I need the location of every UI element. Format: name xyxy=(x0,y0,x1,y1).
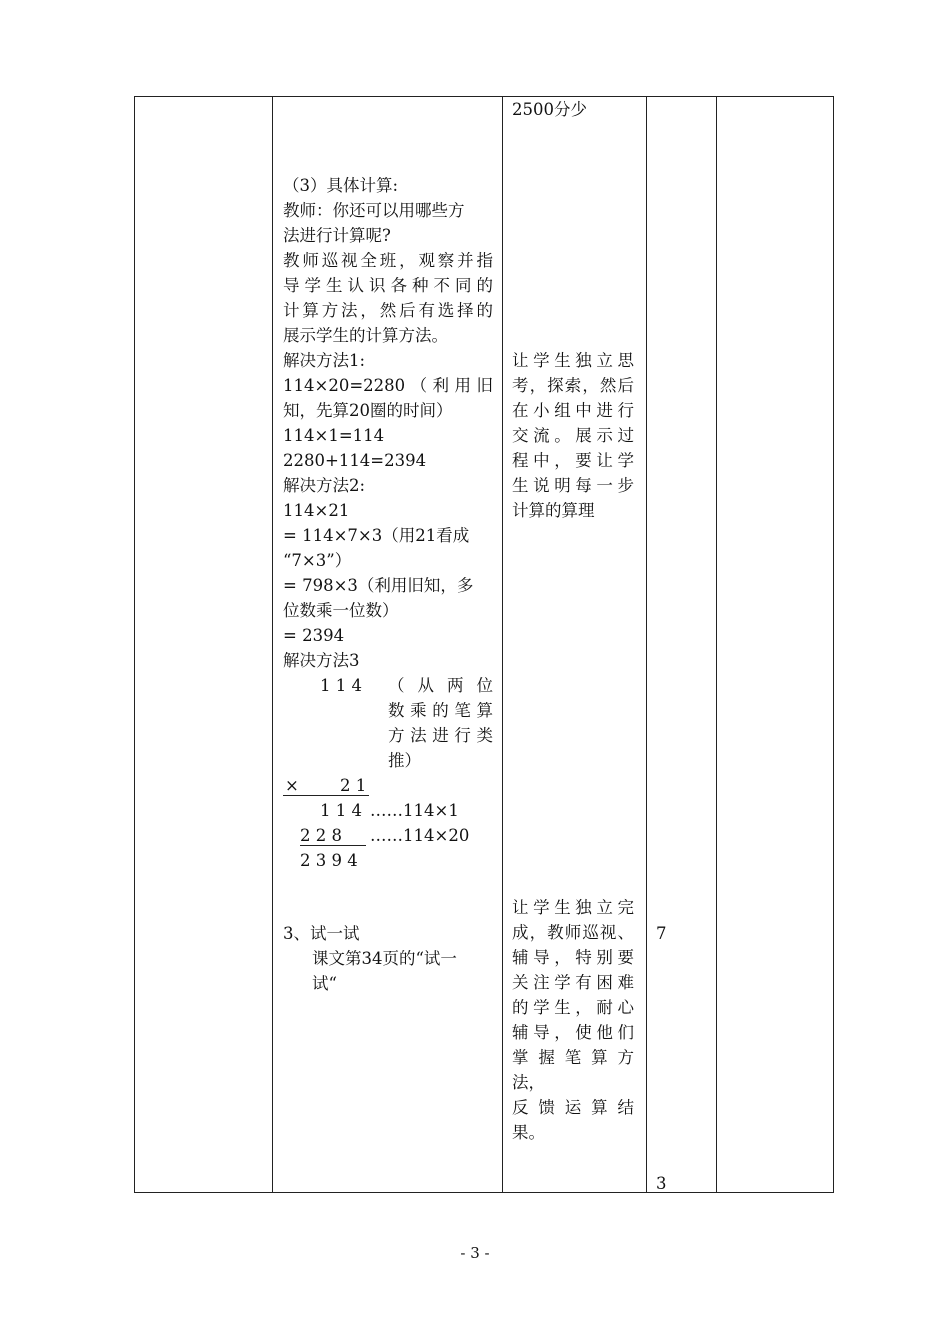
method2-line: = 114×7×3（用21看成 xyxy=(283,526,470,545)
column-divider xyxy=(716,96,717,1193)
intent-line: 掌握笔算方 xyxy=(512,1048,634,1067)
method3-note-line: （从两位 xyxy=(388,676,493,695)
method2-line: 114×21 xyxy=(283,501,350,520)
intent-line: 让学生独立思 xyxy=(512,351,634,370)
method1-line: 114×20=2280（利用旧 xyxy=(283,376,493,395)
intent-line: 的学生，耐心 xyxy=(512,998,634,1017)
method3-note xyxy=(388,673,493,773)
vertical-calc-result: 2 3 9 4 xyxy=(300,851,358,870)
vertical-calc-multiplier: 2 1 xyxy=(340,776,367,795)
intent-line: 让学生独立完 xyxy=(512,898,634,917)
try-line: 课文第34页的“试一 xyxy=(312,949,457,968)
intent-line: 法， xyxy=(512,1073,545,1092)
teacher-question: 法进行计算呢? xyxy=(283,226,391,245)
calc-rule xyxy=(300,845,366,846)
method2-line: 位数乘一位数） xyxy=(283,601,399,620)
observe-line: 教师巡视全班，观察并指 xyxy=(283,251,493,270)
intent-line: 交流。展示过 xyxy=(512,426,634,445)
method1-line: 114×1=114 xyxy=(283,426,385,445)
column-divider xyxy=(646,96,647,1193)
try-line: 试“ xyxy=(312,974,337,993)
multiply-sign: × xyxy=(285,776,299,795)
teacher-question: 教师：你还可以用哪些方 xyxy=(283,201,465,220)
intent-line: 在小组中进行 xyxy=(512,401,634,420)
intent-line: 关注学有困难 xyxy=(512,973,634,992)
partial-product-2-note: ……114×20 xyxy=(370,826,470,845)
column-divider xyxy=(272,96,273,1193)
method1-title: 解决方法1: xyxy=(283,351,366,370)
try-title: 3、试一试 xyxy=(283,924,360,943)
method2-line: = 798×3（利用旧知，多 xyxy=(283,576,474,595)
time-value: 3 xyxy=(656,1174,667,1193)
observe-paragraph xyxy=(283,248,493,348)
method3-note-line: 数乘的笔算 xyxy=(388,701,493,720)
intent-think-paragraph xyxy=(512,348,634,523)
partial-product-2: 2 2 8 xyxy=(300,826,342,845)
partial-product-1-note: ……114×1 xyxy=(370,801,459,820)
method2-title: 解决方法2: xyxy=(283,476,366,495)
time-value: 7 xyxy=(656,924,667,943)
intent-line: 辅导，特别要 xyxy=(512,948,634,967)
method3-title: 解决方法3 xyxy=(283,651,360,670)
intent-line: 程中，要让学 xyxy=(512,451,634,470)
method1-line: 2280+114=2394 xyxy=(283,451,427,470)
column-divider xyxy=(502,96,503,1193)
intent-line: 考，探索，然后 xyxy=(512,376,634,395)
calc-rule xyxy=(283,795,369,796)
calc-heading: （3）具体计算: xyxy=(283,176,399,195)
method2-line: = 2394 xyxy=(283,626,345,645)
observe-line: 计算方法，然后有选择的 xyxy=(283,301,493,320)
method3-note-line: 推） xyxy=(388,751,421,770)
partial-product-1: 1 1 4 xyxy=(320,801,362,820)
intent-line: 成，教师巡视、 xyxy=(512,923,634,942)
intent-line: 辅导，使他们 xyxy=(512,1023,634,1042)
method1-line: 知，先算20圈的时间） xyxy=(283,401,453,420)
intent-line: 果。 xyxy=(512,1123,545,1142)
intent-line: 计算的算理 xyxy=(512,501,595,520)
observe-line: 导学生认识各种不同的 xyxy=(283,276,493,295)
intent-practice-paragraph xyxy=(512,895,634,1145)
intent-line: 生说明每一步 xyxy=(512,476,634,495)
method3-note-line: 方法进行类 xyxy=(388,726,493,745)
intent-line: 反馈运算结 xyxy=(512,1098,634,1117)
method2-line: “7×3”） xyxy=(283,551,352,570)
vertical-calc-top: 1 1 4 xyxy=(320,676,362,695)
page-number: - 3 - xyxy=(460,1244,490,1262)
observe-line: 展示学生的计算方法。 xyxy=(283,326,448,345)
intent-top-text: 2500分少 xyxy=(512,100,587,119)
